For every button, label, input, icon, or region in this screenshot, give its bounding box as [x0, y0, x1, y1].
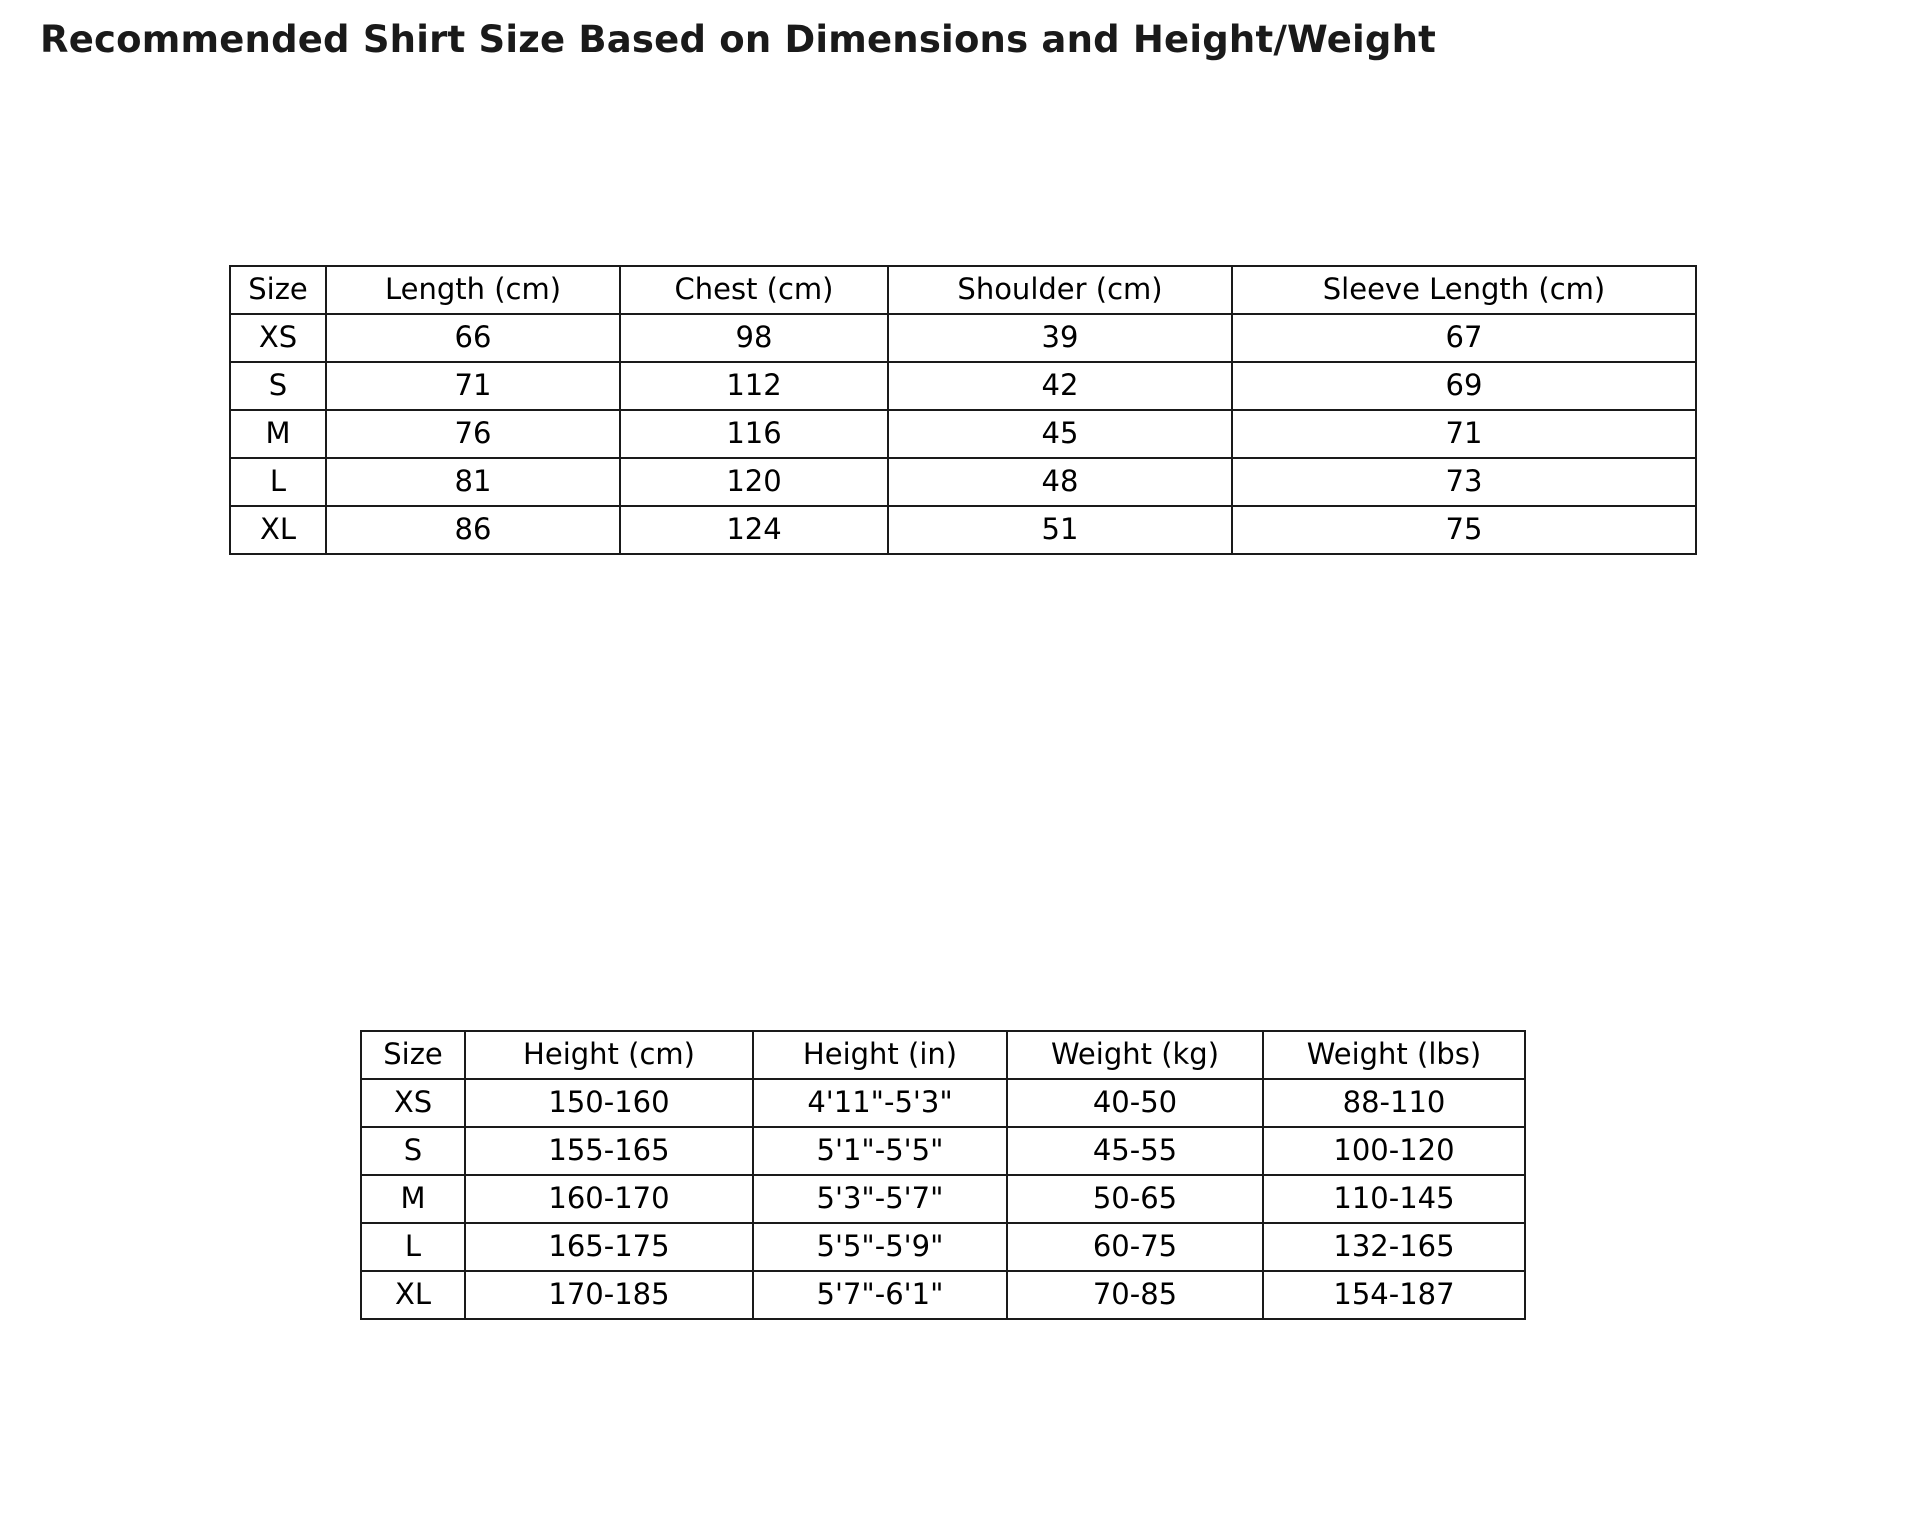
cell-height-in: 5'1"-5'5"	[753, 1127, 1007, 1175]
cell-length: 71	[326, 362, 620, 410]
cell-length: 86	[326, 506, 620, 554]
cell-weight-kg: 50-65	[1007, 1175, 1263, 1223]
cell-height-cm: 155-165	[465, 1127, 753, 1175]
cell-size: M	[230, 410, 326, 458]
cell-sleeve-length: 71	[1232, 410, 1696, 458]
cell-weight-lbs: 110-145	[1263, 1175, 1525, 1223]
cell-length: 76	[326, 410, 620, 458]
cell-shoulder: 45	[888, 410, 1232, 458]
cell-weight-lbs: 154-187	[1263, 1271, 1525, 1319]
cell-weight-kg: 45-55	[1007, 1127, 1263, 1175]
cell-chest: 116	[620, 410, 888, 458]
table-row	[230, 506, 1696, 554]
cell-weight-kg: 70-85	[1007, 1271, 1263, 1319]
cell-sleeve-length: 69	[1232, 362, 1696, 410]
table-row	[230, 314, 1696, 362]
column-header-size: Size	[230, 266, 326, 314]
page-title: Recommended Shirt Size Based on Dimensions and Height/Weight	[40, 18, 1437, 61]
cell-height-in: 5'5"-5'9"	[753, 1223, 1007, 1271]
cell-height-cm: 165-175	[465, 1223, 753, 1271]
garment-dimensions-table	[229, 265, 1697, 555]
cell-shoulder: 42	[888, 362, 1232, 410]
cell-size: XS	[230, 314, 326, 362]
cell-chest: 124	[620, 506, 888, 554]
table-header-row	[361, 1031, 1525, 1079]
table-row	[230, 362, 1696, 410]
cell-size: XS	[361, 1079, 465, 1127]
cell-sleeve-length: 67	[1232, 314, 1696, 362]
cell-weight-kg: 40-50	[1007, 1079, 1263, 1127]
cell-sleeve-length: 75	[1232, 506, 1696, 554]
cell-height-cm: 170-185	[465, 1271, 753, 1319]
cell-size: L	[361, 1223, 465, 1271]
cell-height-cm: 150-160	[465, 1079, 753, 1127]
table-row	[361, 1271, 1525, 1319]
cell-weight-lbs: 88-110	[1263, 1079, 1525, 1127]
column-header-height-in: Height (in)	[753, 1031, 1007, 1079]
cell-shoulder: 39	[888, 314, 1232, 362]
table-row	[230, 410, 1696, 458]
cell-shoulder: 51	[888, 506, 1232, 554]
table-row	[230, 458, 1696, 506]
column-header-shoulder: Shoulder (cm)	[888, 266, 1232, 314]
cell-height-in: 5'3"-5'7"	[753, 1175, 1007, 1223]
column-header-weight-lbs: Weight (lbs)	[1263, 1031, 1525, 1079]
cell-weight-lbs: 100-120	[1263, 1127, 1525, 1175]
cell-size: L	[230, 458, 326, 506]
column-header-length: Length (cm)	[326, 266, 620, 314]
cell-chest: 112	[620, 362, 888, 410]
column-header-height-cm: Height (cm)	[465, 1031, 753, 1079]
body-measurements-table	[360, 1030, 1526, 1320]
cell-size: XL	[361, 1271, 465, 1319]
cell-shoulder: 48	[888, 458, 1232, 506]
table-header-row	[230, 266, 1696, 314]
cell-weight-lbs: 132-165	[1263, 1223, 1525, 1271]
cell-height-in: 4'11"-5'3"	[753, 1079, 1007, 1127]
cell-size: XL	[230, 506, 326, 554]
table-row	[361, 1079, 1525, 1127]
cell-size: S	[361, 1127, 465, 1175]
cell-size: S	[230, 362, 326, 410]
cell-weight-kg: 60-75	[1007, 1223, 1263, 1271]
cell-height-in: 5'7"-6'1"	[753, 1271, 1007, 1319]
table-row	[361, 1175, 1525, 1223]
cell-sleeve-length: 73	[1232, 458, 1696, 506]
column-header-size: Size	[361, 1031, 465, 1079]
column-header-sleeve-length: Sleeve Length (cm)	[1232, 266, 1696, 314]
cell-size: M	[361, 1175, 465, 1223]
column-header-chest: Chest (cm)	[620, 266, 888, 314]
cell-chest: 98	[620, 314, 888, 362]
column-header-weight-kg: Weight (kg)	[1007, 1031, 1263, 1079]
cell-chest: 120	[620, 458, 888, 506]
table-row	[361, 1127, 1525, 1175]
cell-height-cm: 160-170	[465, 1175, 753, 1223]
cell-length: 81	[326, 458, 620, 506]
table-row	[361, 1223, 1525, 1271]
cell-length: 66	[326, 314, 620, 362]
